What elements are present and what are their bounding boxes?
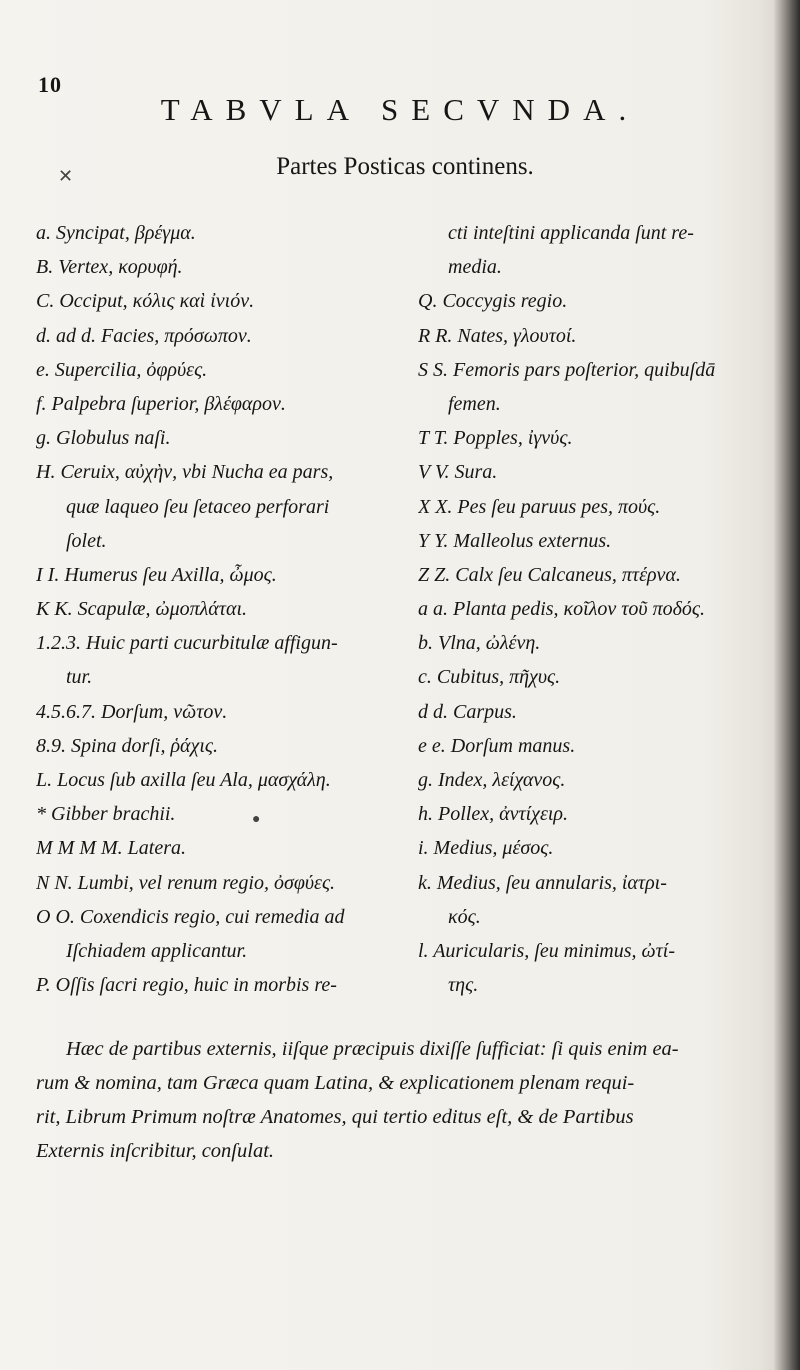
legend-entry-continuation: tur.: [66, 666, 93, 689]
legend-entry: L. Locus ſub axilla ſeu Ala, μασχάλη.: [36, 769, 331, 791]
ink-flourish-mark: ✕: [58, 166, 74, 186]
legend-entry: i. Medius, μέσος.: [418, 837, 554, 860]
section-subtitle: Partes Posticas continens.: [276, 153, 534, 180]
legend-entry: c. Cubitus, πῆχυς.: [418, 666, 561, 689]
legend-entry: C. Occiput, κόλις καὶ ἰνιόν.: [36, 290, 255, 313]
legend-entry-continuation: femen.: [448, 392, 501, 415]
legend-entry-continuation: Iſchiadem applicantur.: [66, 939, 248, 962]
legend-entry: a. Syncipat, βρέγμα.: [36, 222, 196, 244]
legend-entry: d. ad d. Facies, πρόσωπον.: [36, 324, 252, 347]
legend-entry-continuation: quæ laqueo ſeu ſetaceo perforari: [66, 495, 330, 518]
legend-entry: b. Vlna, ὠλένη.: [418, 632, 541, 655]
paragraph-line: rit, Librum Primum noſtræ Anatomes, qui tertio editus eſt, & de Partibus: [36, 1106, 634, 1128]
legend-entry: e e. Dorſum manus.: [418, 734, 576, 757]
paragraph-line: rum & nomina, tam Græca quam Latina, & explicationem plenam requi-: [36, 1072, 635, 1094]
legend-entry: Z Z. Calx ſeu Calcaneus, πτέρνα.: [418, 563, 681, 586]
legend-entry: V V. Sura.: [418, 461, 498, 484]
legend-entry: R R. Nates, γλουτοί.: [418, 324, 577, 347]
legend-entry: P. Oſſis ſacri regio, huic in morbis re-: [36, 974, 337, 997]
legend-entry: K K. Scapulæ, ὠμοπλάται.: [36, 598, 248, 621]
legend-entry: N N. Lumbi, vel renum regio, ὀσφύες.: [36, 871, 336, 894]
legend-entry-continuation: ſolet.: [66, 529, 107, 552]
legend-entry-continuation: της.: [448, 974, 479, 997]
legend-entry: T T. Popples, ἰγνύς.: [418, 427, 573, 450]
legend-entry: g. Index, λείχανος.: [418, 769, 566, 791]
legend-entry: a a. Planta pedis, κοῖλον τοῦ ποδός.: [418, 598, 706, 621]
closing-paragraph: [36, 1032, 766, 1168]
paragraph-line: Hæc de partibus externis, iiſque præcipuis dixiſſe ſufficiat: ſi quis enim ea-: [66, 1038, 679, 1060]
legend-entry-continuation: cti inteſtini applicanda ſunt re-: [448, 222, 694, 244]
legend-entry: Q. Coccygis regio.: [418, 290, 568, 313]
legend-entry: * Gibber brachii.: [36, 803, 176, 826]
book-spine-shadow: [774, 0, 800, 1370]
legend-entry-continuation: κός.: [448, 905, 481, 928]
right-legend-column: [418, 216, 768, 1002]
legend-entry: g. Globulus naſi.: [36, 427, 171, 450]
ink-dot-mark: ●: [252, 812, 261, 827]
legend-entry: S S. Femoris pars poſterior, quibuſdā: [418, 358, 716, 381]
legend-entry: M M M M. Latera.: [36, 837, 186, 860]
legend-entry-continuation: media.: [448, 256, 502, 279]
legend-entry: 8.9. Spina dorſi, ῥάχις.: [36, 734, 219, 757]
legend-entry: B. Vertex, κορυφή.: [36, 256, 183, 279]
page-number: 10: [38, 72, 62, 97]
left-legend-column: [36, 216, 408, 1002]
legend-entry: 1.2.3. Huic parti cucurbitulæ affigun-: [36, 632, 338, 655]
legend-entry: O O. Coxendicis regio, cui remedia ad: [36, 905, 345, 928]
legend-entry: f. Palpebra ſuperior, βλέφαρον.: [36, 392, 286, 415]
running-title: TABVLA SECVNDA.: [160, 92, 640, 127]
legend-entry: e. Supercilia, ὀφρύες.: [36, 358, 208, 381]
legend-entry: I I. Humerus ſeu Axilla, ὦμος.: [36, 563, 277, 586]
legend-entry: k. Medius, ſeu annularis, ἰατρι-: [418, 871, 667, 894]
legend-entry: H. Ceruix, αὐχὴν, vbi Nucha ea pars,: [36, 461, 334, 484]
legend-entry: 4.5.6.7. Dorſum, νῶτον.: [36, 700, 228, 723]
legend-entry: Y Y. Malleolus externus.: [418, 529, 612, 552]
paragraph-line: Externis inſcribitur, conſulat.: [36, 1140, 275, 1162]
legend-entry: l. Auricularis, ſeu minimus, ὠτί-: [418, 939, 676, 962]
legend-entry: h. Pollex, ἀντίχειρ.: [418, 803, 569, 826]
legend-entry: X X. Pes ſeu paruus pes, πούς.: [418, 495, 661, 518]
legend-entry: d d. Carpus.: [418, 700, 517, 723]
